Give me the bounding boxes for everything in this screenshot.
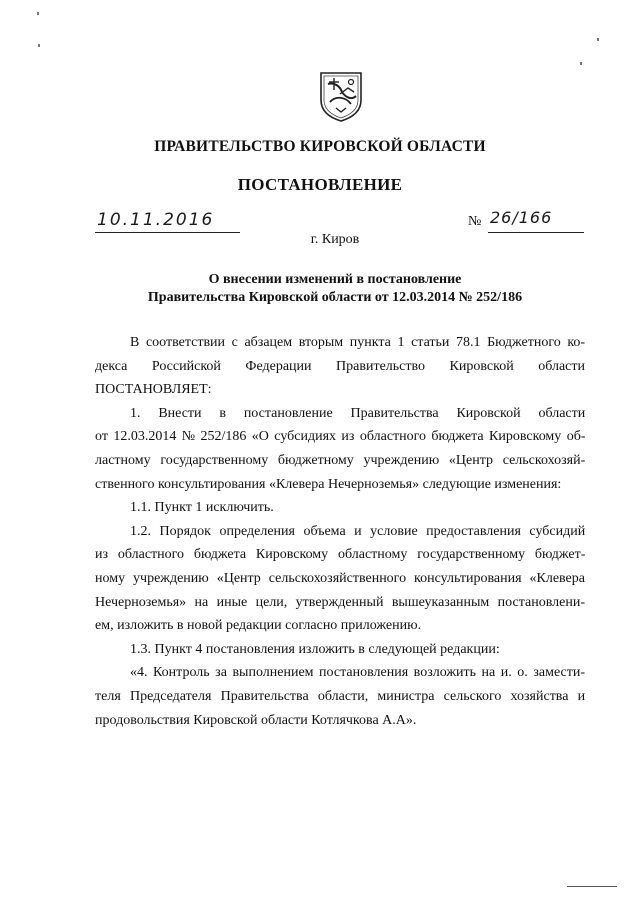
scan-speck bbox=[580, 62, 582, 65]
body-line: 1.1. Пункт 1 исключить. bbox=[130, 500, 274, 516]
subject-line-2: Правительства Кировской области от 12.03.2014 № 252/186 bbox=[147, 290, 523, 305]
body-line: В соответствии с абзацем вторым пункта 1 статьи 78.1 Бюджетного ко- bbox=[130, 335, 585, 350]
body-line: ластному государственному бюджетному учреждению «Центр сельскохозяй- bbox=[95, 452, 585, 468]
city-name: г. Киров bbox=[310, 232, 360, 247]
body-line: 1.3. Пункт 4 постановления изложить в следующей редакции: bbox=[130, 641, 500, 657]
body-line: 1. Внести в постановление Правительства Кировской области bbox=[130, 405, 585, 421]
number-label: № bbox=[468, 214, 482, 229]
number-field bbox=[488, 208, 584, 233]
body-line: из областного бюджета Кировскому областному государственному бюджет- bbox=[95, 547, 585, 563]
government-title: ПРАВИТЕЛЬСТВО КИРОВСКОЙ ОБЛАСТИ bbox=[154, 138, 486, 155]
date-field bbox=[95, 210, 240, 233]
document-type-title: ПОСТАНОВЛЕНИЕ bbox=[237, 175, 403, 194]
body-line: «4. Контроль за выполнением постановления возложить на и. о. замести- bbox=[130, 665, 585, 681]
scan-speck bbox=[37, 12, 39, 15]
document-body bbox=[95, 331, 585, 732]
coat-of-arms-emblem bbox=[318, 70, 364, 122]
body-line: декса Российской Федерации Правительство Кировской области bbox=[95, 358, 585, 374]
subject-line-1: О внесении изменений в постановление bbox=[208, 272, 462, 287]
document-subject bbox=[0, 271, 640, 307]
body-line: от 12.03.2014 № 252/186 «О субсидиях из областного бюджета Кировскому об- bbox=[95, 429, 585, 445]
scan-speck bbox=[38, 44, 40, 47]
handwritten-number: 26/166 bbox=[490, 208, 553, 227]
scan-speck bbox=[597, 38, 599, 41]
body-line: продовольствия Кировской области Котлячкова А.А». bbox=[95, 712, 417, 728]
handwritten-date: 10.11.2016 bbox=[97, 210, 215, 230]
body-line: теля Председателя Правительства области, министра сельского хозяйства и bbox=[95, 688, 585, 704]
body-line: ем, изложить в новой редакции согласно приложению. bbox=[95, 618, 422, 634]
body-line: Нечерноземья» на иные цели, утвержденный вышеуказанным постановлени- bbox=[95, 594, 585, 610]
body-line: ному учреждению «Центр сельскохозяйственного консультирования «Клевера bbox=[95, 570, 585, 586]
body-line: ственного консультирования «Клевера Нечерноземья» следующие изменения: bbox=[95, 476, 562, 492]
body-line: ПОСТАНОВЛЯЕТ: bbox=[95, 382, 212, 398]
footer-rule bbox=[567, 886, 617, 887]
body-line: 1.2. Порядок определения объема и условие предоставления субсидий bbox=[130, 523, 585, 539]
